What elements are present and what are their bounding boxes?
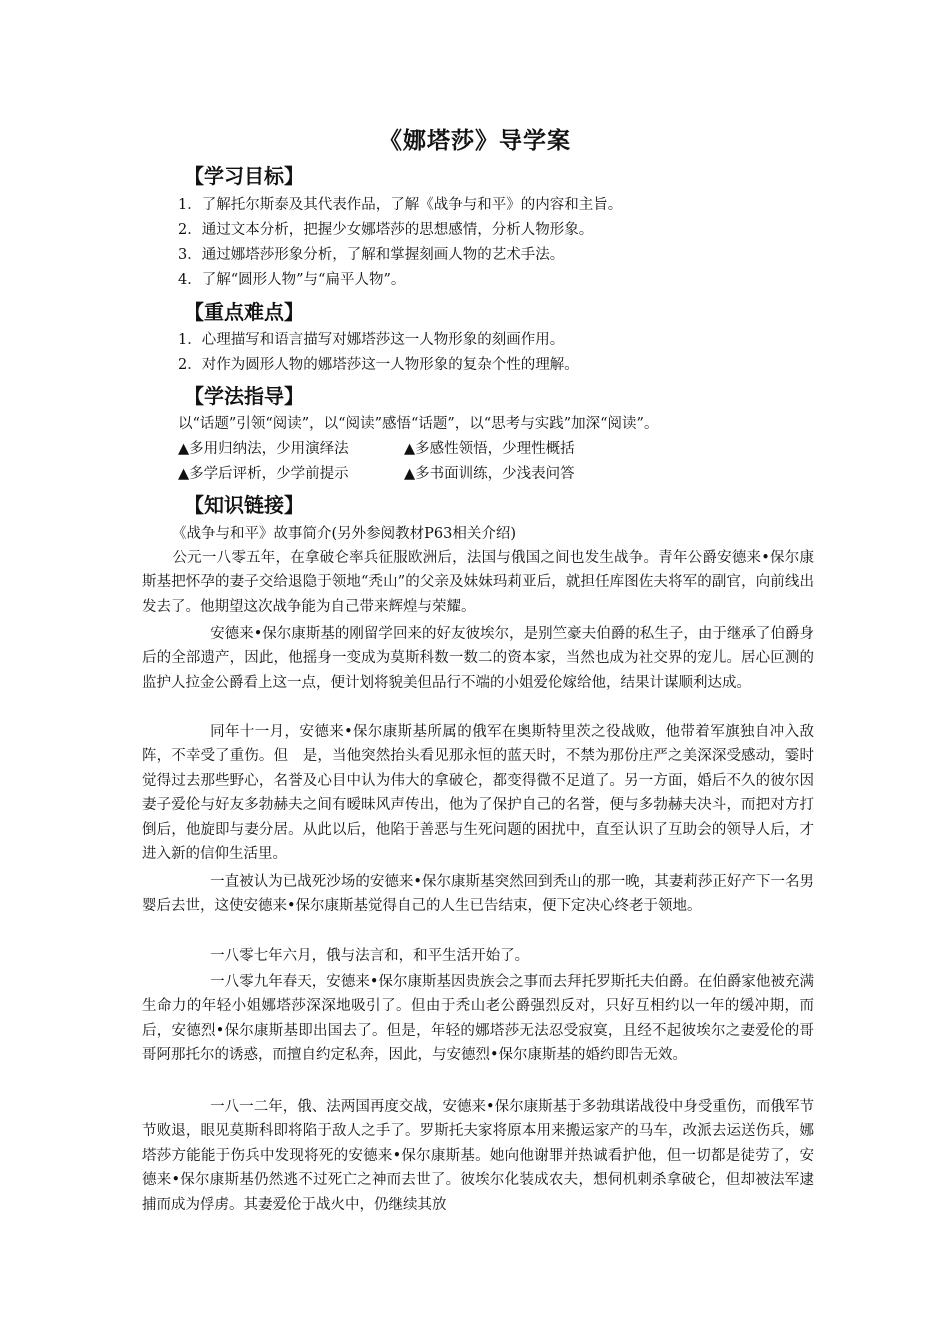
page-title: 《娜塔莎》导学案 bbox=[379, 128, 571, 154]
method-heading: 【学法指导】 bbox=[184, 384, 304, 408]
story-paragraph: 公元一八零五年，在拿破仑率兵征服欧洲后，法国与俄国之间也发生战争。青年公爵安德来•保尔康斯基把怀孕的妻子交给退隐于领地“秃山”的父亲及妹妹玛莉亚后，就担任库图佐夫将军的副官，向前线出发去了。他期望这次战争能为自己带来辉煌与荣耀。 bbox=[142, 550, 814, 615]
method-tip: ▲多感性领悟，少理性概括 bbox=[404, 441, 575, 457]
story-paragraph: 一八一二年，俄、法两国再度交战，安德来•保尔康斯基于多勃琪诺战役中身受重伤，而俄军节节败退，眼见莫斯科即将陷于敌人之手了。罗斯托夫家将原本用来搬运家产的马车，改派去运送伤兵，娜塔莎方能能于伤兵中发现将死的安德来•保尔康斯基。她向他谢罪并热诚看护他，但一切都是徒劳了，安德来•保尔康斯基仍然逃不过死亡之神而去世了。彼埃尔化装成农夫，想伺机刺杀拿破仑，但却被法军逮捕而成为俘虏。其妻爱伦于战火中，仍继续其放 bbox=[142, 1099, 814, 1213]
method-tip: ▲多用归纳法，少用演绎法 bbox=[178, 441, 349, 457]
goal-item: 3．通过娜塔莎形象分析，了解和掌握刻画人物的艺术手法。 bbox=[178, 247, 565, 263]
story-paragraph: 安德来•保尔康斯基的刚留学回来的好友彼埃尔，是别竺豪夫伯爵的私生子，由于继承了伯爵身后的全部遗产，因此，他摇身一变成为莫斯科数一数二的资本家，当然也成为社交界的宠儿。居心叵测的监护人拉金公爵看上这一点，便计划将貌美但品行不端的小姐爱伦嫁给他，结果计谋顺利达成。 bbox=[142, 626, 814, 691]
knowledge-subtitle: 《战争与和平》故事简介(另外参阅教材P63相关介绍) bbox=[172, 526, 517, 542]
story-paragraph: 一直被认为已战死沙场的安德来•保尔康斯基突然回到秃山的那一晚，其妻莉莎正好产下一名男婴后去世，这使安德来•保尔康斯基觉得自己的人生已告结束，便下定决心终老于领地。 bbox=[142, 874, 814, 915]
story-paragraph: 同年十一月，安德来•保尔康斯基所属的俄军在奥斯特里茨之役战败，他带着军旗独自冲入敌阵，不幸受了重伤。但 是，当他突然抬头看见那永恒的蓝天时，不禁为那份庄严之美深深受感动，霎时觉得过去那些野心，名誉及心目中认为伟大的拿破仑，都变得微不足道了。另一方面，婚后不久的彼尔因妻子爱伦与好友多勃赫夫之间有暧昧风声传出，他为了保护自己的名誉，便与多勃赫夫决斗，而把对方打倒后，他旋即与妻分居。从此以后，他陷于善恶与生死问题的困扰中，直至认识了互助会的领导人后，才进入新的信仰生活里。 bbox=[142, 724, 814, 863]
goal-item: 1．了解托尔斯泰及其代表作品，了解《战争与和平》的内容和主旨。 bbox=[178, 197, 623, 213]
goal-item: 2．通过文本分析，把握少女娜塔莎的思想感情，分析人物形象。 bbox=[178, 222, 594, 238]
key-points-heading: 【重点难点】 bbox=[184, 300, 304, 324]
story-paragraph: 一八零七年六月，俄与法言和，和平生活开始了。 bbox=[210, 948, 530, 964]
goal-item: 4．了解“圆形人物”与“扁平人物”。 bbox=[178, 272, 406, 288]
key-point-item: 2．对作为圆形人物的娜塔莎这一人物形象的复杂个性的理解。 bbox=[178, 357, 579, 373]
goals-heading: 【学习目标】 bbox=[184, 164, 304, 188]
story-paragraph: 一八零九年春天，安德来•保尔康斯基因贵族会之事而去拜托罗斯托夫伯爵。在伯爵家他被充满生命力的年轻小姐娜塔莎深深地吸引了。但由于秃山老公爵强烈反对，只好互相约以一年的缓冲期，而 后，安德烈•保尔康斯基即出国去了。但是，年轻的娜塔莎无法忍受寂寞，且经不起彼埃尔之妻爱伦的哥哥阿那托尔的诱惑，而擅自约定私奔，因此，与安德烈•保尔康斯基的婚约即告无效。 bbox=[142, 974, 829, 1064]
method-tip: ▲多书面训练，少浅表问答 bbox=[404, 466, 575, 482]
knowledge-heading: 【知识链接】 bbox=[184, 493, 304, 517]
method-tip: ▲多学后评析，少学前提示 bbox=[178, 466, 349, 482]
method-intro: 以“话题”引领“阅读”，以“阅读”感悟“话题”，以“思考与实践”加深“阅读”。 bbox=[178, 416, 659, 432]
key-point-item: 1．心理描写和语言描写对娜塔莎这一人物形象的刻画作用。 bbox=[178, 332, 565, 348]
